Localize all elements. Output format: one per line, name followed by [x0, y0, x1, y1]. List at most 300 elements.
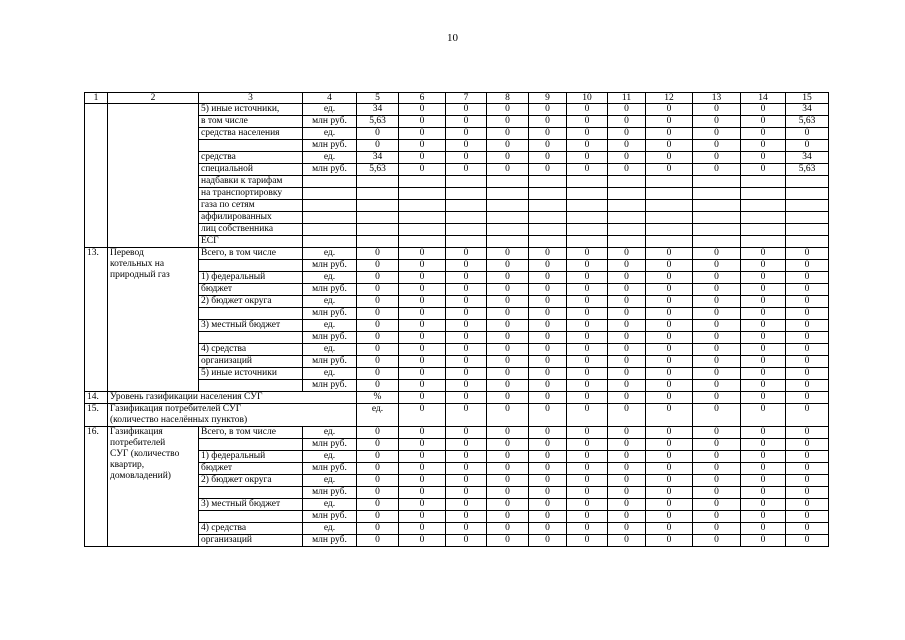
table-row [85, 427, 829, 439]
value-cell: 0 [567, 356, 608, 368]
value-cell: 0 [487, 511, 529, 523]
value-cell: 0 [529, 104, 567, 116]
value-cell: 0 [357, 140, 399, 152]
value-cell: 0 [446, 427, 487, 439]
unit-cell: млн руб. [303, 356, 357, 368]
row-number-cell: 13. [85, 248, 108, 392]
value-cell: 0 [567, 116, 608, 128]
value-cell: 0 [646, 427, 693, 439]
value-cell: 0 [608, 284, 646, 296]
value-cell: 0 [646, 248, 693, 260]
value-cell: 0 [693, 164, 741, 176]
unit-cell: млн руб. [303, 380, 357, 392]
value-cell: 0 [567, 152, 608, 164]
value-cell: 0 [608, 368, 646, 380]
value-cell: 0 [357, 260, 399, 272]
value-cell: 0 [529, 356, 567, 368]
value-cell [399, 200, 446, 212]
value-cell: 0 [786, 320, 829, 332]
value-cell: 0 [608, 356, 646, 368]
value-cell: 0 [693, 427, 741, 439]
value-cell: 0 [529, 140, 567, 152]
value-cell: 0 [487, 164, 529, 176]
value-cell: 0 [399, 392, 446, 404]
value-cell: 0 [567, 272, 608, 284]
value-cell: 0 [487, 451, 529, 463]
funding-source-cell [199, 380, 303, 392]
value-cell: 0 [357, 523, 399, 535]
value-cell: 0 [693, 320, 741, 332]
value-cell: 0 [529, 499, 567, 511]
value-cell: 0 [646, 451, 693, 463]
value-cell: 0 [608, 308, 646, 320]
value-cell: 0 [529, 475, 567, 487]
indicator-title-line: Газификация потребителей СУГ [110, 404, 242, 414]
indicator-title-line: Газификация [110, 427, 163, 437]
value-cell [567, 212, 608, 224]
value-cell: 0 [357, 439, 399, 451]
funding-source-cell [199, 332, 303, 344]
value-cell: 0 [446, 487, 487, 499]
value-cell: 0 [399, 140, 446, 152]
value-cell: 0 [741, 248, 786, 260]
value-cell: 0 [399, 308, 446, 320]
unit-cell: ед. [303, 344, 357, 356]
unit-cell: млн руб. [303, 463, 357, 475]
value-cell: 0 [446, 368, 487, 380]
value-cell: 0 [567, 344, 608, 356]
value-cell: 5,63 [786, 164, 829, 176]
value-cell: 0 [646, 535, 693, 547]
funding-source-cell: надбавки к тарифам [199, 176, 303, 188]
indicator-title-line: Перевод [110, 248, 144, 258]
value-cell: 0 [741, 128, 786, 140]
value-cell: 0 [567, 260, 608, 272]
value-cell: 0 [446, 272, 487, 284]
value-cell: 0 [529, 427, 567, 439]
value-cell: 0 [693, 451, 741, 463]
value-cell [693, 188, 741, 200]
value-cell: 0 [567, 475, 608, 487]
value-cell: 0 [786, 128, 829, 140]
unit-cell: ед. [303, 248, 357, 260]
funding-source-cell: средства [199, 152, 303, 164]
value-cell: 0 [487, 523, 529, 535]
investment-program-table [84, 92, 829, 547]
value-cell: 0 [646, 104, 693, 116]
value-cell: 5,63 [357, 116, 399, 128]
funding-source-cell: 1) федеральный [199, 272, 303, 284]
funding-source-cell: 3) местный бюджет [199, 320, 303, 332]
indicator-title-line: домовладений) [110, 471, 171, 481]
funding-source-cell: на транспортировку [199, 188, 303, 200]
value-cell: 0 [399, 248, 446, 260]
value-cell: 0 [487, 487, 529, 499]
value-cell [357, 236, 399, 248]
value-cell: 0 [446, 439, 487, 451]
table-row [85, 248, 829, 260]
value-cell: 0 [567, 332, 608, 344]
value-cell: 0 [646, 487, 693, 499]
value-cell: 0 [567, 499, 608, 511]
indicator-title-cell: Уровень газификации населения СУГ [108, 392, 357, 404]
value-cell: 0 [399, 463, 446, 475]
value-cell: 0 [608, 152, 646, 164]
value-cell: 0 [693, 535, 741, 547]
indicator-title-line: СУГ (количество [110, 449, 180, 459]
value-cell: 0 [399, 296, 446, 308]
value-cell: 0 [608, 392, 646, 404]
funding-source-cell: ЕСГ [199, 236, 303, 248]
unit-cell: млн руб. [303, 164, 357, 176]
value-cell: 0 [567, 511, 608, 523]
value-cell: 0 [786, 380, 829, 392]
value-cell: 0 [357, 427, 399, 439]
value-cell [529, 212, 567, 224]
value-cell: 0 [646, 344, 693, 356]
value-cell: 0 [399, 164, 446, 176]
value-cell: 0 [357, 356, 399, 368]
value-cell: 0 [741, 392, 786, 404]
unit-cell [303, 188, 357, 200]
indicator-title-line: потребителей [110, 438, 166, 448]
value-cell: 0 [446, 128, 487, 140]
value-cell: 0 [741, 296, 786, 308]
unit-cell [303, 224, 357, 236]
value-cell: 0 [646, 152, 693, 164]
value-cell: 0 [567, 284, 608, 296]
unit-cell: ед. [303, 523, 357, 535]
row-number-cell: 15. [85, 404, 108, 427]
value-cell [567, 176, 608, 188]
value-cell [786, 176, 829, 188]
unit-cell: % [357, 392, 399, 404]
value-cell: 0 [741, 272, 786, 284]
value-cell: 0 [646, 320, 693, 332]
value-cell [399, 188, 446, 200]
unit-cell [303, 212, 357, 224]
value-cell: 0 [646, 128, 693, 140]
value-cell: 0 [567, 140, 608, 152]
value-cell [693, 176, 741, 188]
value-cell: 0 [646, 523, 693, 535]
unit-cell: ед. [357, 404, 399, 427]
value-cell: 0 [786, 296, 829, 308]
value-cell: 0 [357, 535, 399, 547]
header-cell: 2 [108, 93, 199, 104]
value-cell: 0 [399, 152, 446, 164]
value-cell [741, 212, 786, 224]
funding-source-cell: в том числе [199, 116, 303, 128]
value-cell: 0 [399, 272, 446, 284]
funding-source-cell: 5) иные источники [199, 368, 303, 380]
value-cell: 0 [487, 356, 529, 368]
value-cell: 0 [741, 511, 786, 523]
value-cell [487, 188, 529, 200]
funding-source-cell [199, 308, 303, 320]
row-number-cell: 16. [85, 427, 108, 547]
value-cell: 0 [487, 296, 529, 308]
value-cell: 0 [741, 164, 786, 176]
value-cell: 0 [567, 523, 608, 535]
value-cell: 0 [487, 499, 529, 511]
value-cell: 0 [567, 164, 608, 176]
value-cell [786, 200, 829, 212]
value-cell: 0 [357, 248, 399, 260]
header-cell: 13 [693, 93, 741, 104]
value-cell: 0 [357, 308, 399, 320]
unit-cell: млн руб. [303, 116, 357, 128]
value-cell: 0 [357, 368, 399, 380]
table-row [85, 392, 829, 404]
header-cell: 9 [529, 93, 567, 104]
value-cell: 0 [357, 320, 399, 332]
value-cell: 0 [567, 320, 608, 332]
unit-cell: млн руб. [303, 284, 357, 296]
value-cell: 0 [741, 260, 786, 272]
value-cell: 0 [693, 499, 741, 511]
value-cell: 0 [567, 439, 608, 451]
value-cell: 0 [646, 463, 693, 475]
value-cell: 0 [786, 404, 829, 427]
value-cell: 0 [529, 535, 567, 547]
value-cell: 0 [357, 451, 399, 463]
unit-cell: млн руб. [303, 511, 357, 523]
header-cell: 4 [303, 93, 357, 104]
value-cell [646, 212, 693, 224]
value-cell: 34 [786, 104, 829, 116]
value-cell: 0 [487, 320, 529, 332]
value-cell [357, 188, 399, 200]
value-cell: 0 [529, 451, 567, 463]
value-cell: 0 [529, 164, 567, 176]
value-cell: 0 [567, 296, 608, 308]
value-cell: 0 [693, 296, 741, 308]
value-cell: 0 [399, 535, 446, 547]
value-cell: 0 [693, 128, 741, 140]
value-cell: 0 [357, 272, 399, 284]
indicator-title-line: котельных на [110, 259, 165, 269]
value-cell: 0 [399, 380, 446, 392]
header-cell: 3 [199, 93, 303, 104]
value-cell: 0 [567, 104, 608, 116]
unit-cell: ед. [303, 104, 357, 116]
value-cell: 0 [567, 368, 608, 380]
indicator-title-line: квартир, [110, 460, 145, 470]
value-cell: 0 [446, 499, 487, 511]
value-cell: 0 [529, 392, 567, 404]
unit-cell [303, 176, 357, 188]
value-cell: 0 [446, 380, 487, 392]
value-cell: 0 [529, 344, 567, 356]
value-cell: 0 [693, 272, 741, 284]
value-cell: 0 [357, 284, 399, 296]
funding-source-cell: 4) средства [199, 523, 303, 535]
value-cell: 0 [693, 523, 741, 535]
value-cell: 0 [741, 451, 786, 463]
unit-cell: млн руб. [303, 140, 357, 152]
unit-cell: ед. [303, 128, 357, 140]
value-cell: 0 [608, 128, 646, 140]
value-cell: 0 [529, 463, 567, 475]
value-cell: 0 [741, 535, 786, 547]
value-cell: 0 [357, 487, 399, 499]
value-cell [567, 224, 608, 236]
header-cell: 12 [646, 93, 693, 104]
value-cell: 0 [786, 451, 829, 463]
unit-cell: ед. [303, 320, 357, 332]
value-cell: 0 [446, 164, 487, 176]
value-cell: 0 [529, 511, 567, 523]
value-cell [487, 236, 529, 248]
value-cell [446, 188, 487, 200]
value-cell [646, 176, 693, 188]
value-cell [693, 212, 741, 224]
value-cell: 0 [567, 380, 608, 392]
value-cell: 0 [693, 475, 741, 487]
value-cell: 0 [529, 272, 567, 284]
header-cell: 8 [487, 93, 529, 104]
value-cell: 0 [646, 499, 693, 511]
value-cell: 0 [487, 344, 529, 356]
value-cell: 0 [446, 320, 487, 332]
unit-cell [303, 200, 357, 212]
value-cell: 0 [741, 116, 786, 128]
unit-cell: ед. [303, 427, 357, 439]
value-cell [741, 236, 786, 248]
value-cell [567, 200, 608, 212]
value-cell: 0 [646, 272, 693, 284]
value-cell: 0 [786, 140, 829, 152]
value-cell: 0 [529, 368, 567, 380]
value-cell [608, 224, 646, 236]
row-number-cell [85, 104, 108, 248]
value-cell: 0 [446, 104, 487, 116]
value-cell: 0 [741, 284, 786, 296]
value-cell: 0 [693, 463, 741, 475]
value-cell: 0 [529, 439, 567, 451]
value-cell: 5,63 [357, 164, 399, 176]
value-cell: 0 [741, 427, 786, 439]
funding-source-cell: Всего, в том числе [199, 248, 303, 260]
value-cell: 0 [646, 296, 693, 308]
indicator-title-line: (количество населённых пунктов) [110, 415, 248, 425]
value-cell: 0 [693, 356, 741, 368]
value-cell: 0 [529, 332, 567, 344]
unit-cell: млн руб. [303, 535, 357, 547]
indicator-title-line: природный газ [110, 270, 170, 280]
funding-source-cell: 2) бюджет округа [199, 475, 303, 487]
funding-source-cell [199, 260, 303, 272]
unit-cell: млн руб. [303, 260, 357, 272]
page-number: 10 [447, 32, 458, 44]
value-cell: 0 [487, 427, 529, 439]
value-cell: 0 [786, 535, 829, 547]
value-cell: 0 [646, 380, 693, 392]
value-cell: 0 [693, 487, 741, 499]
value-cell: 0 [529, 116, 567, 128]
value-cell: 0 [741, 439, 786, 451]
value-cell: 0 [529, 296, 567, 308]
value-cell: 0 [741, 320, 786, 332]
value-cell: 0 [399, 344, 446, 356]
indicator-title-cell [108, 248, 199, 392]
value-cell [786, 188, 829, 200]
header-cell: 1 [85, 93, 108, 104]
table-body [85, 93, 829, 547]
value-cell: 0 [529, 404, 567, 427]
value-cell: 0 [608, 380, 646, 392]
value-cell: 0 [446, 511, 487, 523]
funding-source-cell: лиц собственника [199, 224, 303, 236]
value-cell: 0 [786, 392, 829, 404]
value-cell: 0 [529, 284, 567, 296]
value-cell: 0 [399, 332, 446, 344]
header-cell: 7 [446, 93, 487, 104]
value-cell: 0 [786, 332, 829, 344]
value-cell: 0 [446, 344, 487, 356]
value-cell [646, 188, 693, 200]
value-cell: 0 [529, 523, 567, 535]
unit-cell: ед. [303, 272, 357, 284]
value-cell: 0 [399, 511, 446, 523]
header-cell: 14 [741, 93, 786, 104]
value-cell: 0 [567, 248, 608, 260]
unit-cell: ед. [303, 152, 357, 164]
funding-source-cell [199, 439, 303, 451]
value-cell: 0 [786, 523, 829, 535]
value-cell: 0 [608, 475, 646, 487]
unit-cell: млн руб. [303, 308, 357, 320]
value-cell: 0 [646, 404, 693, 427]
value-cell [446, 224, 487, 236]
value-cell: 0 [646, 308, 693, 320]
value-cell: 0 [608, 116, 646, 128]
value-cell: 0 [608, 523, 646, 535]
value-cell: 0 [446, 463, 487, 475]
value-cell: 0 [608, 344, 646, 356]
value-cell: 0 [646, 332, 693, 344]
value-cell: 0 [646, 475, 693, 487]
value-cell: 0 [487, 368, 529, 380]
value-cell: 0 [693, 439, 741, 451]
value-cell [608, 176, 646, 188]
value-cell: 0 [399, 116, 446, 128]
header-row [85, 93, 829, 104]
value-cell: 0 [741, 368, 786, 380]
value-cell: 0 [357, 463, 399, 475]
value-cell: 0 [487, 104, 529, 116]
value-cell: 0 [786, 344, 829, 356]
value-cell: 0 [646, 116, 693, 128]
value-cell: 0 [693, 404, 741, 427]
value-cell: 0 [446, 332, 487, 344]
header-cell: 5 [357, 93, 399, 104]
value-cell: 0 [693, 284, 741, 296]
value-cell: 0 [608, 535, 646, 547]
value-cell: 0 [399, 368, 446, 380]
value-cell: 0 [693, 332, 741, 344]
value-cell: 0 [741, 152, 786, 164]
value-cell: 0 [487, 116, 529, 128]
value-cell: 0 [446, 308, 487, 320]
value-cell: 0 [357, 296, 399, 308]
value-cell: 0 [567, 404, 608, 427]
value-cell [399, 236, 446, 248]
value-cell [357, 176, 399, 188]
value-cell [529, 236, 567, 248]
value-cell: 0 [399, 320, 446, 332]
